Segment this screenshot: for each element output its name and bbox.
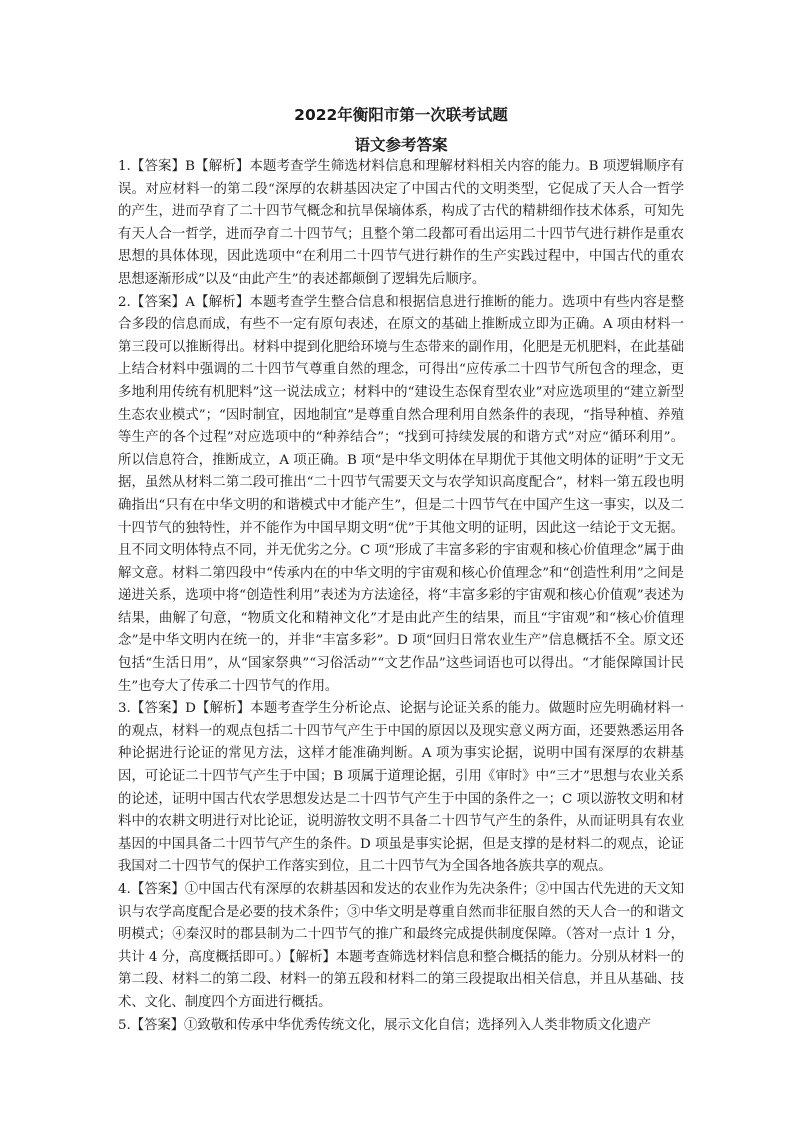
answer-5: 5.【答案】①致敬和传承中华优秀传统文化，展示文化自信；选择列入人类非物质文化遗产 <box>118 1017 651 1033</box>
answer-4: 4.【答案】①中国古代有深厚的农耕基因和发达的农业作为先决条件；②中国古代先进的天文知识与农学高度配合是必要的技术条件；③中华文明是尊重自然而非征服自然的天人合一的和谐文明模式；④秦汉时的郡县制为二十四节气的推广和最终完成提供制度保障。（答对一点计 1 分，共计 4 分，高度概括即可。）【解析】本题考查筛选材料信息和整合概括的能力。分别从材料一的第二段、材料二的第二段、材料一的第五段和材料二的第三段提取出相关信息，并且从基础、技术、文化、制度四个方面进行概括。 <box>118 882 684 1010</box>
answer-list <box>118 156 684 1037</box>
answer-2: 2.【答案】A【解析】本题考查学生整合信息和根据信息进行推断的能力。选项中有些内容是整合多段的信息而成，有些不一定有原句表述，在原文的基础上推断成立即为正确。A 项由材料一第三段可以推断得出。材料中提到化肥给环境与生态带来的副作用，化肥是无机肥料，在此基础上结合材料中强调的二十四节气尊重自然的理念，可得出“应传承二十四节气所包含的理念，更多地利用传统有机肥料”这一说法成立；材料中的“建设生态保育型农业”对应选项里的“建立新型生态农业模式”；“因时制宜，因地制宜”是尊重自然合理利用自然条件的表现，“指导种植、养殖等生产的各个过程”对应选项中的“种养结合”；“找到可持续发展的和谐方式”对应“循环利用”。所以信息符合，推断成立，A 项正确。B 项“是中华文明体在早期优于其他文明体的证明”于文无据，虽然从材料二第二段可推出“二十四节气需要天文与农学知识高度配合”，材料一第五段也明确指出“只有在中华文明的和谐模式中才能产生”，但是二十四节气在中国产生这一事实，以及二十四节气的独特性，并不能作为中国早期文明“优”于其他文明的证明，因此这一结论于文无据。且不同文明体特点不同，并无优劣之分。C 项“形成了丰富多彩的宇宙观和核心价值理念”属于曲解文意。材料二第四段中“传承内在的中华文明的宇宙观和核心价值理念”和“创造性利用”之间是递进关系，选项中将“创造性利用”表述为方法途径，将“丰富多彩的宇宙观和核心价值观”表述为结果，曲解了句意，“物质文化和精神文化”才是由此产生的结果，而且“宇宙观”和“核心价值理念”是中华文明内在统一的，并非“丰富多彩”。D 项“回归日常农业生产”信息概括不全。原文还包括“生活日用”，从“国家祭典”“习俗活动”“文艺作品”这些词语也可以得出。“才能保障国计民生”也夸大了传承二十四节气的作用。 <box>118 294 684 694</box>
document-title: 2022年衡阳市第一次联考试题 <box>294 106 508 124</box>
document-page <box>118 104 684 1037</box>
document-subtitle: 语文参考答案 <box>354 136 448 154</box>
answer-1: 1.【答案】B【解析】本题考查学生筛选材料信息和理解材料相关内容的能力。B 项逻辑顺序有误。对应材料一的第二段“深厚的农耕基因决定了中国古代的文明类型，它促成了天人合一哲学的产生，进而孕育了二十四节气概念和抗旱保墒体系，构成了古代的精耕细作技术体系，可知先有天人合一哲学，进而孕育二十四节气；且整个第二段都可看出运用二十四节气进行耕作是重农思想的具体体现，因此选项中“在利用二十四节气进行耕作的生产实践过程中，中国古代的重农思想逐渐形成”以及“由此产生”的表述都颠倒了逻辑先后顺序。 <box>118 159 684 287</box>
answer-3: 3.【答案】D【解析】本题考查学生分析论点、论据与论证关系的能力。做题时应先明确材料一的观点，材料一的观点包括二十四节气产生于中国的原因以及现实意义两方面，还要熟悉运用各种论据进行论证的常见方法，这样才能准确判断。A 项为事实论据，说明中国有深厚的农耕基因，可论证二十四节气产生于中国；B 项属于道理论据，引用《审时》中“三才”思想与农业关系的论述，证明中国古代农学思想发达是二十四节气产生于中国的条件之一；C 项以游牧文明和材料中的农耕文明进行对比论证，说明游牧文明不具备二十四节气产生的条件，从而证明具有农业基因的中国具备二十四节气产生的条件。D 项虽是事实论据，但是支撑的是材料二的观点，论证我国对二十四节气的保护工作落实到位，且二十四节气为全国各地各族共享的观点。 <box>118 701 684 875</box>
